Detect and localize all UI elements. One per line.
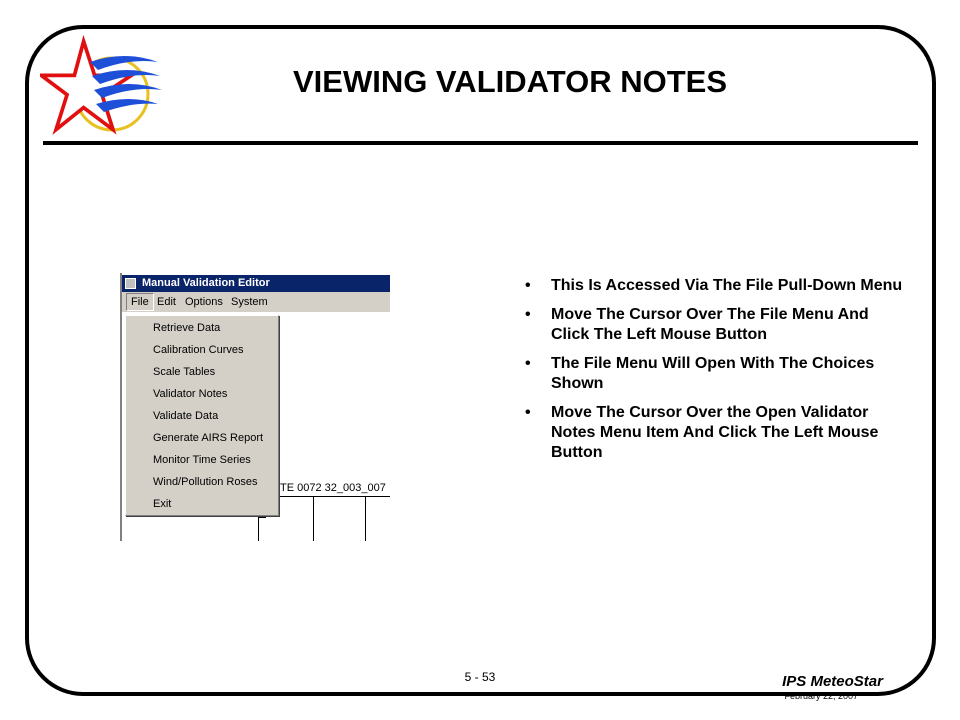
menu-item-calibration-curves[interactable]: Calibration Curves <box>153 344 244 356</box>
instruction-list <box>520 276 910 472</box>
slide-date: February 22, 2007 <box>784 691 858 701</box>
page-number: 5 - 53 <box>464 670 496 684</box>
graph-gridline <box>365 496 366 541</box>
list-item: • Move The Cursor Over the Open Validator Notes Menu Item And Click The Left Mouse Button <box>520 403 910 463</box>
menu-edit[interactable]: Edit <box>157 296 176 308</box>
window-title: Manual Validation Editor <box>142 277 270 289</box>
meteostar-logo-icon <box>40 32 165 144</box>
window-titlebar[interactable] <box>122 275 390 292</box>
menu-item-scale-tables[interactable]: Scale Tables <box>153 366 216 378</box>
list-item: • Move The Cursor Over The File Menu And Click The Left Mouse Button <box>520 305 910 345</box>
menu-item-retrieve-data[interactable]: Retrieve Data <box>153 322 221 334</box>
brand-name: IPS MeteoStar <box>782 673 883 690</box>
station-label: TE 0072 32_003_007 <box>280 482 386 494</box>
menu-item-validator-notes[interactable]: Validator Notes <box>153 388 228 400</box>
graph-gridline <box>313 496 314 541</box>
menu-system[interactable]: System <box>231 296 268 308</box>
menu-item-validate-data[interactable]: Validate Data <box>153 410 219 422</box>
graph-axis <box>278 496 390 497</box>
menu-item-generate-airs-report[interactable]: Generate AIRS Report <box>153 432 264 444</box>
menu-file[interactable]: File <box>126 293 154 311</box>
title-divider <box>43 141 918 145</box>
file-menu-dropdown <box>125 315 279 516</box>
menu-item-exit[interactable]: Exit <box>153 498 172 510</box>
menu-item-monitor-time-series[interactable]: Monitor Time Series <box>153 454 251 466</box>
menu-item-wind-pollution-roses[interactable]: Wind/Pollution Roses <box>153 476 258 488</box>
menu-options[interactable]: Options <box>185 296 223 308</box>
app-icon <box>125 278 136 289</box>
slide-title: VIEWING VALIDATOR NOTES <box>292 64 727 99</box>
graph-tick <box>258 517 266 518</box>
menu-bar <box>122 292 390 312</box>
list-item: • The File Menu Will Open With The Choices Shown <box>520 354 910 394</box>
list-item: • This Is Accessed Via The File Pull-Down Menu <box>520 276 910 296</box>
